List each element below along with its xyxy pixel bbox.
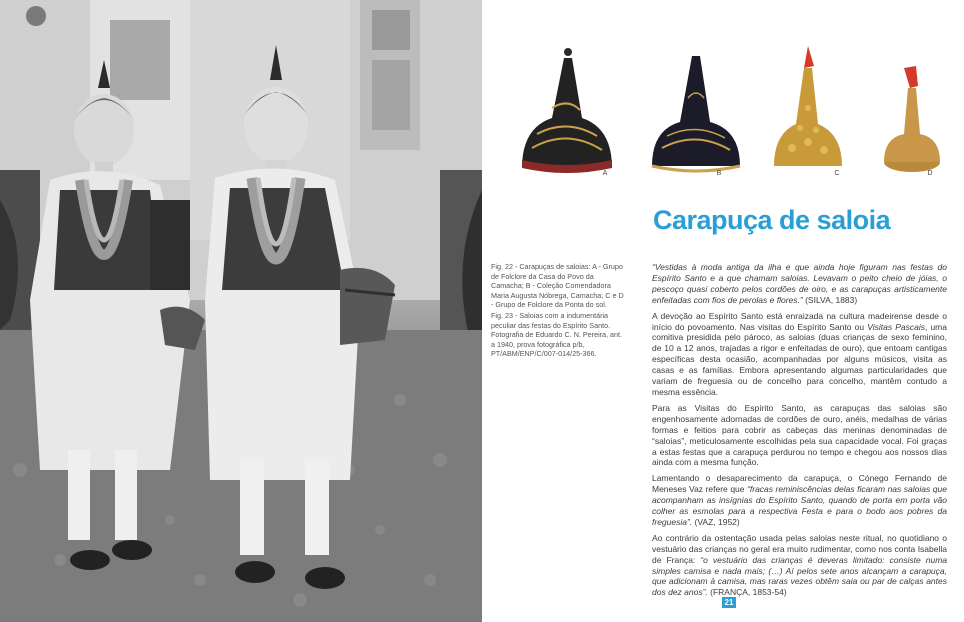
carapuca-a-image: [522, 48, 612, 173]
paragraph-1-text-a: A devoção ao Espírito Santo está enraizada na cultura madeirense desde o início do povoamento. Nas visitas do Espírito Santo ou: [652, 310, 947, 332]
caption-fig-22: Fig. 22 - Carapuças de saloias: A - Grupo de Folclore da Casa do Povo da Camacha; B - Coleção Comendadora Maria Augusta Nóbrega, Camacha; C e D - Grupo de Folclore da Ponta do sol.: [491, 262, 624, 310]
carapuca-d-image: [884, 66, 940, 172]
paragraph-3-text-b: (VAZ, 1952): [692, 516, 740, 527]
paragraph-4-italic: “o vestuário das crianças é deveras limitado: consiste numa simples camisa e nada mais; (…) Aí pelos sete anos alcançam a carapuça, que adicionam à camisa, mas raras vezes obtêm saia ou par de calças antes dos dez anos”.: [652, 554, 947, 598]
page-number: 21: [722, 597, 736, 608]
paragraph-3: [652, 473, 947, 528]
paragraph-3-text-a: Lamentando o desaparecimento da carapuça, o Cónego Fernando de Meneses Vaz refere que: [652, 473, 947, 495]
paragraph-1-text-b: , uma comitiva presidida pelo pároco, as saloias (duas crianças de sexo feminino, de 10 a 12 anos, trajadas a rigor e enfeitadas de ouro), que entoam cantigas específicas desta ocasião, acompanhadas por alguns músicos, visita as casas e as famílias. Embora apresentando algumas particularidades que variam de freguesia ou de concelho para concelho, mantêm contudo a mesma essência.: [652, 321, 947, 397]
carapuca-b-image: [652, 56, 740, 171]
article-body: [652, 262, 947, 603]
page-title: Carapuça de saloia: [653, 205, 891, 235]
carapucas-images: [512, 38, 952, 188]
carapuca-label-c: C: [834, 170, 840, 177]
quote-reference: (SILVA, 1883): [802, 294, 858, 305]
paragraph-2: Para as Visitas do Espírito Santo, as carapuças das saloias são engenhosamente adornadas de cordões de ouro, anéis, medalhas de várias formas e feitios para cobrir as cabeças das meninas denominadas de “saloias”, meticulosamente escolhidas pela sua capacidade vocal. Foi graças a estas festas que a carapuça perdurou no tempo e chegou aos nossos dias ainda com a mesma função.: [652, 402, 947, 468]
caption-fig-23: Fig. 23 - Saloias com a indumentária peculiar das festas do Espírito Santo. Fotografia de Eduardo C. N. Pereira, ant. a 1940, prova fotográfica p/b, PT/ABM/ENP/C/007-014/25-366.: [491, 310, 623, 359]
paragraph-3-italic: “fracas reminiscências delas ficaram nas saloias que acompanham as insígnias do Espírito Santo, quando de porta em porta vão colher as esmolas para a respectiva Festa e para o bodo aos pobres da freguesia”.: [652, 484, 947, 527]
paragraph-4-text-a: Ao contrário da ostentação usada pelas saloias neste ritual, no quotidiano o vestuário das crianças no geral era muito rudimentar, como nos conta Isabella de França:: [652, 532, 947, 565]
paragraph-1-italic: Visitas Pascais: [867, 321, 925, 332]
opening-quote: [652, 262, 947, 306]
paragraph-4: [652, 533, 947, 598]
figure-captions: [491, 262, 628, 360]
carapuca-label-a: A: [602, 170, 608, 177]
quote-text: “Vestidas à moda antiga da ilha e que ainda hoje figuram nas festas do Espírito Santo e a que chamam saloias. Levavam o peito cheio de jóias, o pescoço quasi coberto pelos cordões de oiro, e as carapuças artisticamente enfeitadas com fios de perolas e flores.”: [652, 262, 947, 305]
paragraph-4-text-b: (FRANÇA, 1853-54): [707, 587, 787, 598]
carapuca-c-image: [774, 46, 842, 166]
paragraph-1: [652, 311, 947, 398]
carapuca-label-d: D: [927, 170, 933, 177]
carapuca-label-b: B: [716, 170, 722, 177]
